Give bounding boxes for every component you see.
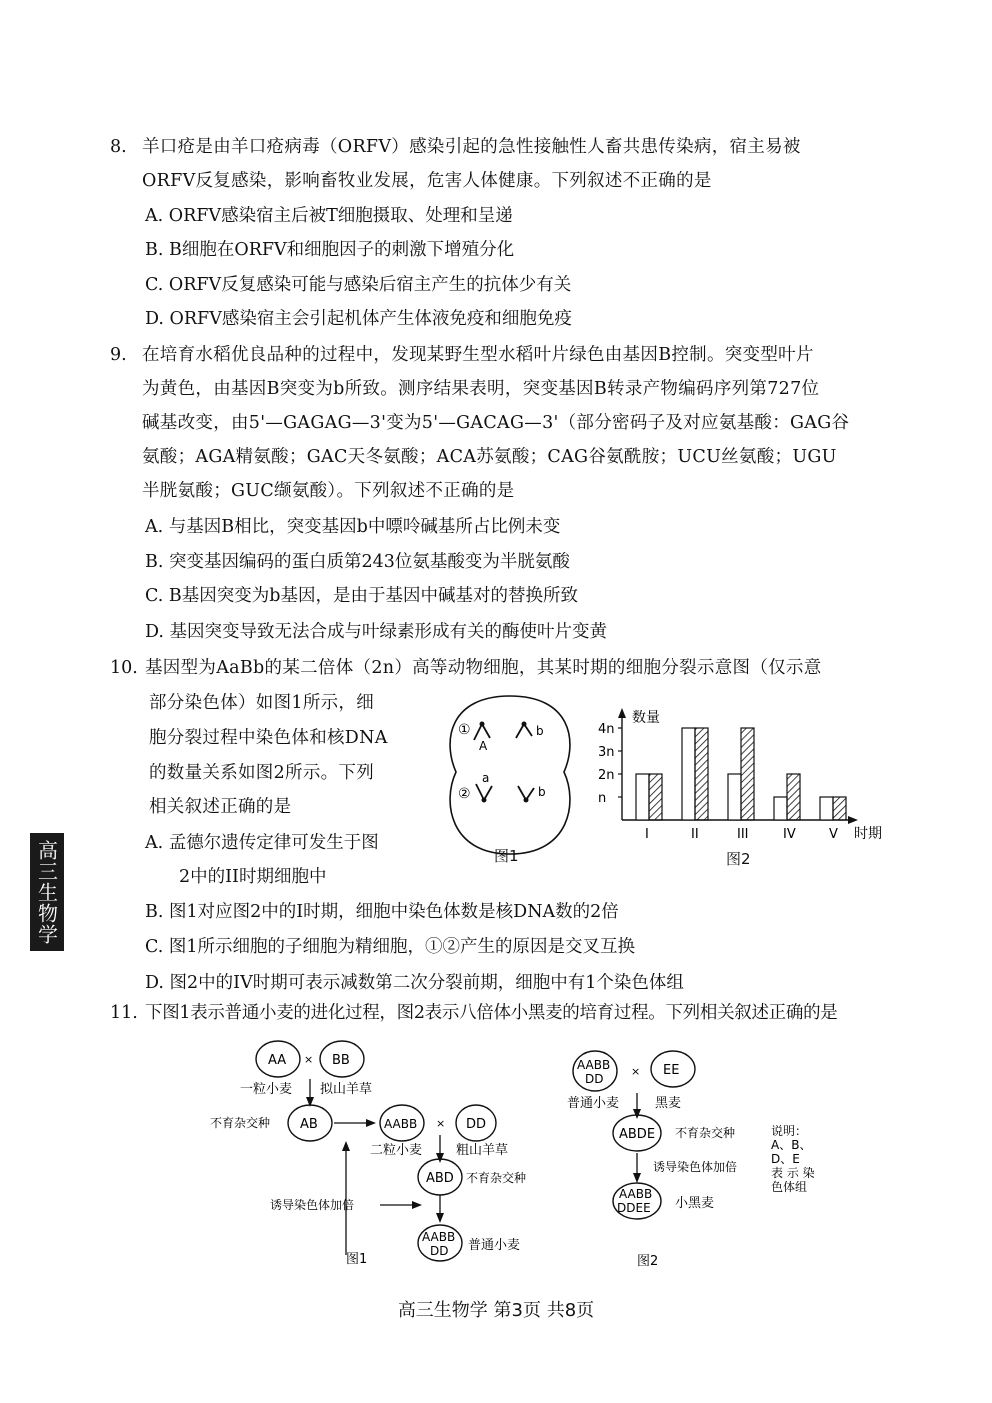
q10-figure2-caption: 图2 bbox=[726, 850, 751, 868]
svg-text:图2: 图2 bbox=[637, 1254, 659, 1269]
q10-figure1-cell-diagram bbox=[440, 690, 580, 870]
q9-number: 9. bbox=[110, 345, 127, 365]
bar-dna bbox=[833, 797, 846, 820]
svg-text:一粒小麦: 一粒小麦 bbox=[240, 1082, 293, 1097]
svg-text:诱导染色体加倍: 诱导染色体加倍 bbox=[653, 1160, 738, 1174]
svg-text:DD: DD bbox=[430, 1244, 449, 1258]
q9-stem-line3: 碱基改变，由5'—GAGAG—3'变为5'—GACAG—3'（部分密码子及对应氨基酸：GAG谷 bbox=[142, 413, 850, 433]
q10-option-a-line1: A. 孟德尔遗传定律可发生于图 bbox=[145, 833, 379, 853]
svg-text:DD: DD bbox=[585, 1072, 604, 1086]
svg-text:粗山羊草: 粗山羊草 bbox=[456, 1143, 509, 1158]
bar-dna bbox=[695, 728, 708, 820]
svg-text:AABB: AABB bbox=[422, 1230, 456, 1244]
svg-text:DD: DD bbox=[466, 1117, 487, 1132]
svg-text:A、B、: A、B、 bbox=[771, 1138, 812, 1152]
svg-text:ABDE: ABDE bbox=[619, 1127, 656, 1142]
svg-text:小黑麦: 小黑麦 bbox=[675, 1196, 715, 1211]
svg-text:普通小麦: 普通小麦 bbox=[567, 1096, 620, 1111]
y-tick-label: 4n bbox=[598, 722, 615, 737]
q11-figure2-triticale-breeding bbox=[565, 1035, 845, 1275]
q8-option-a: A. ORFV感染宿主后被T细胞摄取、处理和呈递 bbox=[145, 206, 513, 226]
svg-text:×: × bbox=[631, 1065, 641, 1078]
chromosome-label-2: ② bbox=[458, 786, 471, 802]
svg-text:BB: BB bbox=[332, 1053, 350, 1068]
q10-figure1-caption: 图1 bbox=[494, 847, 519, 865]
page-footer: 高三生物学 第3页 共8页 bbox=[397, 1300, 595, 1321]
chromosome-label-1: ① bbox=[458, 722, 471, 738]
q10-option-b: B. 图1对应图2中的I时期，细胞中染色体数是核DNA数的2倍 bbox=[145, 902, 619, 922]
svg-text:图1: 图1 bbox=[346, 1252, 368, 1267]
q8-option-b: B. B细胞在ORFV和细胞因子的刺激下增殖分化 bbox=[145, 240, 515, 260]
x-tick-label: II bbox=[691, 827, 699, 842]
bar-dna bbox=[649, 774, 662, 820]
q9-option-b: B. 突变基因编码的蛋白质第243位氨基酸变为半胱氨酸 bbox=[145, 552, 570, 572]
bar-chromosome bbox=[636, 774, 649, 820]
q8-stem-line1: 羊口疮是由羊口疮病毒（ORFV）感染引起的急性接触性人畜共患传染病，宿主易被 bbox=[142, 137, 801, 157]
q8-option-d: D. ORFV感染宿主会引起机体产生体液免疫和细胞免疫 bbox=[145, 309, 572, 329]
q10-option-d: D. 图2中的IV时期可表示减数第二次分裂前期，细胞中有1个染色体组 bbox=[145, 973, 684, 993]
q10-number: 10. bbox=[110, 658, 138, 678]
x-axis-arrow bbox=[848, 816, 858, 824]
svg-text:二粒小麦: 二粒小麦 bbox=[370, 1143, 423, 1158]
q10-figure2-bar-chart bbox=[590, 700, 890, 870]
y-axis-label: 数量 bbox=[632, 710, 660, 726]
q9-stem-line1: 在培育水稻优良品种的过程中，发现某野生型水稻叶片绿色由基因B控制。突变型叶片 bbox=[142, 345, 814, 365]
q9-option-c: C. B基因突变为b基因，是由于基因中碱基对的替换所致 bbox=[145, 586, 578, 606]
q9-option-a: A. 与基因B相比，突变基因b中嘌呤碱基所占比例未变 bbox=[145, 517, 561, 537]
svg-text:AABB: AABB bbox=[619, 1187, 653, 1201]
svg-text:黑麦: 黑麦 bbox=[655, 1096, 682, 1111]
svg-text:拟山羊草: 拟山羊草 bbox=[320, 1082, 373, 1097]
svg-text:普通小麦: 普通小麦 bbox=[468, 1238, 521, 1253]
q10-stem-line3: 胞分裂过程中染色体和核DNA bbox=[149, 728, 388, 748]
svg-text:不育杂交种: 不育杂交种 bbox=[675, 1126, 736, 1140]
y-tick-label: 2n bbox=[598, 768, 615, 783]
svg-text:不育杂交种: 不育杂交种 bbox=[210, 1116, 271, 1130]
bar-chromosome bbox=[682, 728, 695, 820]
y-tick-label: 3n bbox=[598, 745, 615, 760]
svg-text:AB: AB bbox=[300, 1117, 318, 1132]
q10-stem-line1: 基因型为AaBb的某二倍体（2n）高等动物细胞，其某时期的细胞分裂示意图（仅示意 bbox=[145, 658, 822, 678]
q8-option-c: C. ORFV反复感染可能与感染后宿主产生的抗体少有关 bbox=[145, 275, 572, 295]
bar-chromosome bbox=[728, 774, 741, 820]
q9-stem-line4: 氨酸；AGA精氨酸；GAC天冬氨酸；ACA苏氨酸；CAG谷氨酰胺；UCU丝氨酸；UGU bbox=[142, 447, 837, 467]
svg-text:×: × bbox=[436, 1117, 446, 1130]
gene-b-label-top: b bbox=[536, 724, 544, 738]
q10-stem-line2: 部分染色体）如图1所示，细 bbox=[149, 693, 375, 713]
q8-stem-line2: ORFV反复感染，影响畜牧业发展，危害人体健康。下列叙述不正确的是 bbox=[142, 171, 712, 191]
svg-text:AABB: AABB bbox=[384, 1117, 418, 1131]
x-axis-label: 时期 bbox=[854, 826, 882, 842]
q11-number: 11. bbox=[110, 1003, 138, 1023]
y-axis-arrow bbox=[618, 708, 626, 718]
svg-text:AABB: AABB bbox=[577, 1058, 611, 1072]
q9-option-d: D. 基因突变导致无法合成与叶绿素形成有关的酶使叶片变黄 bbox=[145, 622, 608, 642]
q10-stem-line5: 相关叙述正确的是 bbox=[149, 797, 292, 817]
svg-text:DDEE: DDEE bbox=[617, 1201, 651, 1215]
svg-text:色体组: 色体组 bbox=[771, 1180, 808, 1194]
svg-text:×: × bbox=[304, 1053, 314, 1066]
x-tick-label: III bbox=[737, 827, 749, 842]
svg-text:说明：: 说明： bbox=[771, 1124, 808, 1138]
q11-figure1-wheat-evolution bbox=[200, 1035, 560, 1275]
svg-text:AA: AA bbox=[268, 1053, 287, 1068]
svg-text:D、E: D、E bbox=[771, 1152, 800, 1166]
x-tick-label: I bbox=[645, 827, 649, 842]
bar-dna bbox=[741, 728, 754, 820]
q11-stem: 下图1表示普通小麦的进化过程，图2表示八倍体小黑麦的培育过程。下列相关叙述正确的是 bbox=[145, 1003, 838, 1023]
bar-chromosome bbox=[820, 797, 833, 820]
q10-option-c: C. 图1所示细胞的子细胞为精细胞，①②产生的原因是交叉互换 bbox=[145, 937, 636, 957]
q9-stem-line5: 半胱氨酸；GUC缬氨酸）。下列叙述不正确的是 bbox=[142, 481, 515, 501]
q8-number: 8. bbox=[110, 137, 127, 157]
q9-stem-line2: 为黄色，由基因B突变为b所致。测序结果表明，突变基因B转录产物编码序列第727位 bbox=[142, 379, 820, 399]
svg-text:ABD: ABD bbox=[426, 1171, 454, 1186]
gene-b-label-bottom: b bbox=[538, 785, 546, 799]
gene-A-label: A bbox=[479, 739, 488, 753]
cell-membrane bbox=[450, 696, 570, 854]
svg-text:表 示 染: 表 示 染 bbox=[771, 1166, 815, 1180]
x-tick-label: IV bbox=[783, 827, 796, 842]
y-tick-label: n bbox=[598, 791, 607, 806]
svg-text:诱导染色体加倍: 诱导染色体加倍 bbox=[270, 1198, 355, 1212]
x-tick-label: V bbox=[829, 827, 838, 842]
bar-dna bbox=[787, 774, 800, 820]
q10-option-a-line2: 2中的II时期细胞中 bbox=[179, 867, 327, 887]
side-subject-tab: 高三生物学 bbox=[30, 833, 64, 951]
svg-text:EE: EE bbox=[663, 1063, 680, 1078]
q10-stem-line4: 的数量关系如图2所示。下列 bbox=[149, 763, 375, 783]
svg-text:不育杂交种: 不育杂交种 bbox=[466, 1171, 527, 1185]
bar-chromosome bbox=[774, 797, 787, 820]
gene-a-label: a bbox=[482, 771, 490, 785]
